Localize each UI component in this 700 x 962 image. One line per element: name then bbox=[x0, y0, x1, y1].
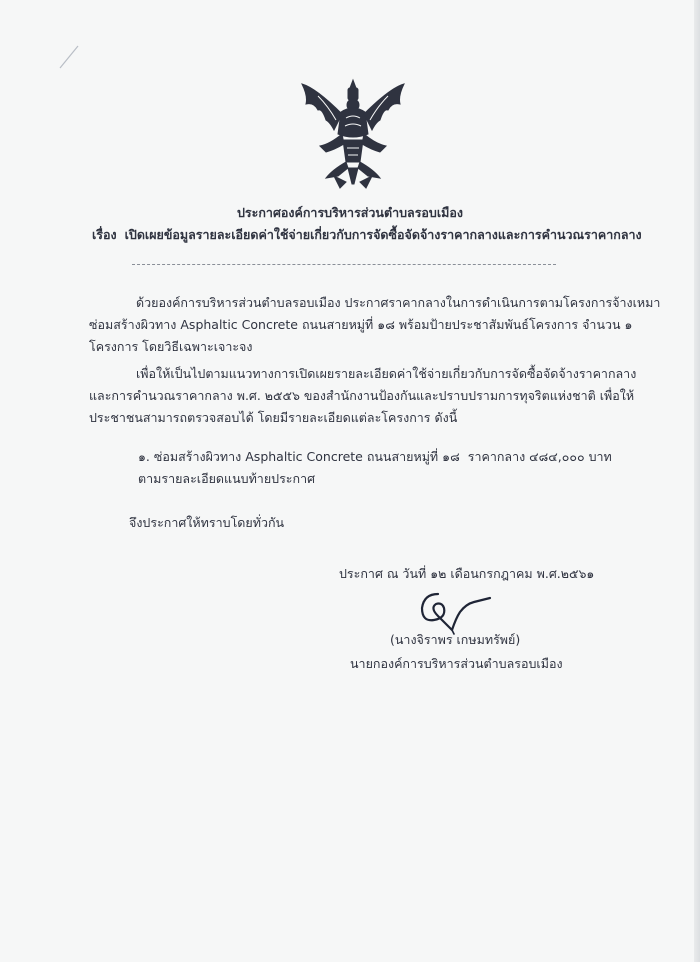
subject-label: เรื่อง bbox=[92, 227, 117, 242]
date-line: ประกาศ ณ วันที่ ๑๒ เดือนกรกฎาคม พ.ศ.๒๕๖๑ bbox=[339, 566, 595, 581]
subject-line bbox=[92, 227, 642, 243]
signer-title: นายกองค์การบริหารส่วนตำบลรอบเมือง bbox=[350, 656, 563, 671]
paragraph2-line2: และการคำนวณราคากลาง พ.ศ. ๒๕๕๖ ของสำนักงานป้องกันและปราบปรามการทุจริตแห่งชาติ เพื่อให้ bbox=[89, 388, 635, 403]
item1-detail: ตามรายละเอียดแนบท้ายประกาศ bbox=[138, 471, 316, 486]
paragraph2-line3: ประชาชนสามารถตรวจสอบได้ โดยมีรายละเอียดแต่ละโครงการ ดังนี้ bbox=[89, 410, 458, 425]
subject-text: เปิดเผยข้อมูลรายละเอียดค่าใช้จ่ายเกี่ยวกับการจัดซื้อจัดจ้างราคากลางและการคำนวณราคากลาง bbox=[124, 227, 642, 242]
scratch-mark-icon bbox=[58, 44, 80, 70]
scan-edge bbox=[694, 0, 700, 962]
signer-name: (นางจิราพร เกษมทรัพย์) bbox=[390, 632, 521, 647]
item1-price: ราคากลาง ๔๘๔,๐๐๐ บาท bbox=[467, 449, 612, 464]
paragraph1-line1: ด้วยองค์การบริหารส่วนตำบลรอบเมือง ประกาศราคากลางในการดำเนินการตามโครงการจ้างเหมา bbox=[136, 295, 661, 310]
page-title: ประกาศองค์การบริหารส่วนตำบลรอบเมือง bbox=[237, 205, 463, 220]
item1-text: ๑. ซ่อมสร้างผิวทาง Asphaltic Concrete ถนนสายหมู่ที่ ๑๘ bbox=[138, 449, 460, 464]
closing-statement: จึงประกาศให้ทราบโดยทั่วกัน bbox=[129, 515, 285, 530]
item1-line bbox=[138, 449, 612, 465]
signature-icon bbox=[416, 588, 498, 636]
garuda-emblem-icon bbox=[296, 78, 410, 192]
paragraph2-line1: เพื่อให้เป็นไปตามแนวทางการเปิดเผยรายละเอียดค่าใช้จ่ายเกี่ยวกับการจัดซื้อจัดจ้างราคากลาง bbox=[136, 366, 637, 381]
paragraph1-line2: ซ่อมสร้างผิวทาง Asphaltic Concrete ถนนสายหมู่ที่ ๑๘ พร้อมป้ายประชาสัมพันธ์โครงการ จำนวน ๑ bbox=[89, 317, 633, 332]
dashed-divider bbox=[132, 264, 556, 265]
paragraph1-line3: โครงการ โดยวิธีเฉพาะเจาะจง bbox=[89, 339, 253, 354]
